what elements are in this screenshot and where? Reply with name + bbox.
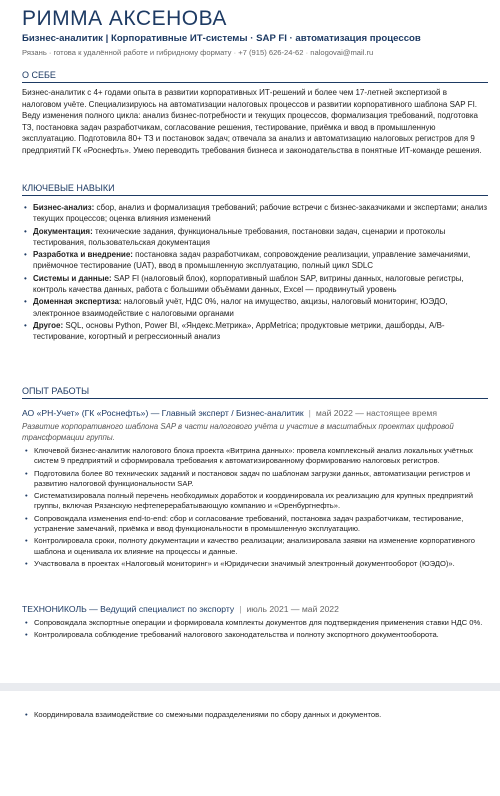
skill-item: • Бизнес-анализ: сбор, анализ и формализация требований; рабочие встречи с бизнес-заказчиками и экспертами; анализ текущих процессов; оценка влияния изменений	[22, 202, 488, 225]
phone[interactable]: +7 (915) 626-24-62	[238, 48, 304, 57]
achievement-item: • Контролировала сроки, полноту документации и качество реализации; анализировала заявки на изменение корпоративного шаблона и оценивала их влияние на процессы и данные.	[22, 536, 488, 557]
job-header: АО «РН-Учет» (ГК «Роснефть») — Главный эксперт / Бизнес-аналитик | май 2022 — настоящее время	[22, 408, 437, 418]
section-heading-skills: КЛЮЧЕВЫЕ НАВЫКИ	[22, 183, 115, 193]
job-title: АО «РН-Учет» (ГК «Роснефть») — Главный эксперт / Бизнес-аналитик	[22, 408, 304, 418]
location: Рязань · готова к удалённой работе и гибридному формату	[22, 48, 232, 57]
section-heading-experience: ОПЫТ РАБОТЫ	[22, 386, 90, 396]
about-text: Бизнес-аналитик с 4+ годами опыта в развитии корпоративных ИТ-решений и более чем 17-летней экспертизой в налоговом учёте. Специализируюсь на автоматизации налоговых процессов и развитии корпоративного шаблона SAP FI. Веду изменения полного цикла: анализ бизнес-потребности и текущих процессов, формализация требований, подготовка ТЗ, постановка задач разработчикам, согласование решения, тестирование, приёмка и ввод в промышленную эксплуатацию. Подготовила 80+ ТЗ и постановок задач; отвечала за анализ и автоматизацию налоговых регистров для 9 предприятий ГК «Роснефть». Умею переводить требования бизнеса и законодательства в понятные ИТ-команде решения.	[22, 88, 482, 155]
achievement-item: • Участвовала в проектах «Налоговый мониторинг» и «Юридически значимый электронный документооборот (ЮЭДО)».	[22, 559, 488, 569]
contact-line: Рязань · готова к удалённой работе и гибридному формату · +7 (915) 626-24-62 · nalogovai@mail.ru	[22, 48, 374, 57]
email[interactable]: nalogovai@mail.ru	[310, 48, 374, 57]
achievement-item: • Координировала взаимодействие со смежными подразделениями по сбору данных и документов.	[22, 710, 488, 720]
achievement-item: • Подготовила более 80 технических заданий и постановок задач по шаблонам загрузки данных, автоматизации регистров и развитию налоговой функциональности SAP.	[22, 469, 488, 490]
section-divider	[22, 82, 488, 83]
achievement-item: • Систематизировала полный перечень необходимых доработок и координировала их реализацию для крупных предприятий группы, включая Рязанскую нефтеперерабатывающую компанию и «Оренбургнефть».	[22, 491, 488, 512]
job-achievements	[22, 446, 488, 571]
resume-page-2	[0, 691, 500, 796]
achievement-item: • Сопровождала экспортные операции и формировала комплекты документов для подтверждения применения ставки НДС 0%.	[22, 618, 488, 628]
achievement-item: • Сопровождала изменения end-to-end: сбор и согласование требований, постановка задач разработчикам, тестирование, устранение замечаний, приёмка и ввод функциональности в промышленную эксплуатацию.	[22, 514, 488, 535]
achievement-item: • Контролировала соблюдение требований налогового законодательства и полноту экспортного документооборота.	[22, 630, 488, 640]
skill-item: • Системы и данные: SAP FI (налоговый блок), корпоративный шаблон SAP, витрины данных, налоговые регистры, контроль качества данных, работа с большими объёмами данных, Excel — продвинутый уровень	[22, 273, 488, 296]
job-dates: май 2022 — настоящее время	[315, 408, 437, 418]
skill-item: • Другое: SQL, основы Python, Power BI, «Яндекс.Метрика», AppMetrica; продуктовые метрики, дашборды, A/B-тестирование, когортный и регрессионный анализ	[22, 320, 488, 343]
job-dates: июль 2021 — май 2022	[246, 604, 339, 614]
page-break	[0, 683, 500, 691]
section-divider	[22, 195, 488, 196]
skill-item: • Разработка и внедрение: постановка задач разработчикам, сопровождение реализации, управление замечаниями, приёмочное тестирование (UAT), ввод в промышленную эксплуатацию, полный цикл SDLC	[22, 249, 488, 272]
job-title: ТЕХНОНИКОЛЬ — Ведущий специалист по экспорту	[22, 604, 235, 614]
candidate-name: РИММА АКСЕНОВА	[22, 7, 227, 30]
skill-item: • Документация: технические задания, функциональные требования, постановки задач, сценарии и протоколы тестирования, пользовательская документация	[22, 226, 488, 249]
job-description: Развитие корпоративного шаблона SAP в части налогового учёта и участие в масштабных проектах цифровой трансформации группы.	[22, 422, 454, 442]
job-achievements-continued	[22, 710, 488, 722]
job-achievements	[22, 618, 488, 643]
section-divider	[22, 398, 488, 399]
skills-list	[22, 202, 488, 344]
skill-item: • Доменная экспертиза: налоговый учёт, НДС 0%, налог на имущество, акцизы, налоговый мониторинг, ЮЭДО, электронное взаимодействие с налоговыми органами	[22, 296, 488, 319]
section-heading-about: О СЕБЕ	[22, 70, 56, 80]
candidate-role: Бизнес-аналитик | Корпоративные ИТ-системы · SAP FI · автоматизация процессов	[22, 33, 421, 44]
job-header: ТЕХНОНИКОЛЬ — Ведущий специалист по экспорту | июль 2021 — май 2022	[22, 604, 339, 614]
achievement-item: • Ключевой бизнес-аналитик налогового блока проекта «Витрина данных»: провела комплексный анализ локальных учётных систем 9 предприятий и сформировала требования к автоматизированному формированию налоговых регистров.	[22, 446, 488, 467]
